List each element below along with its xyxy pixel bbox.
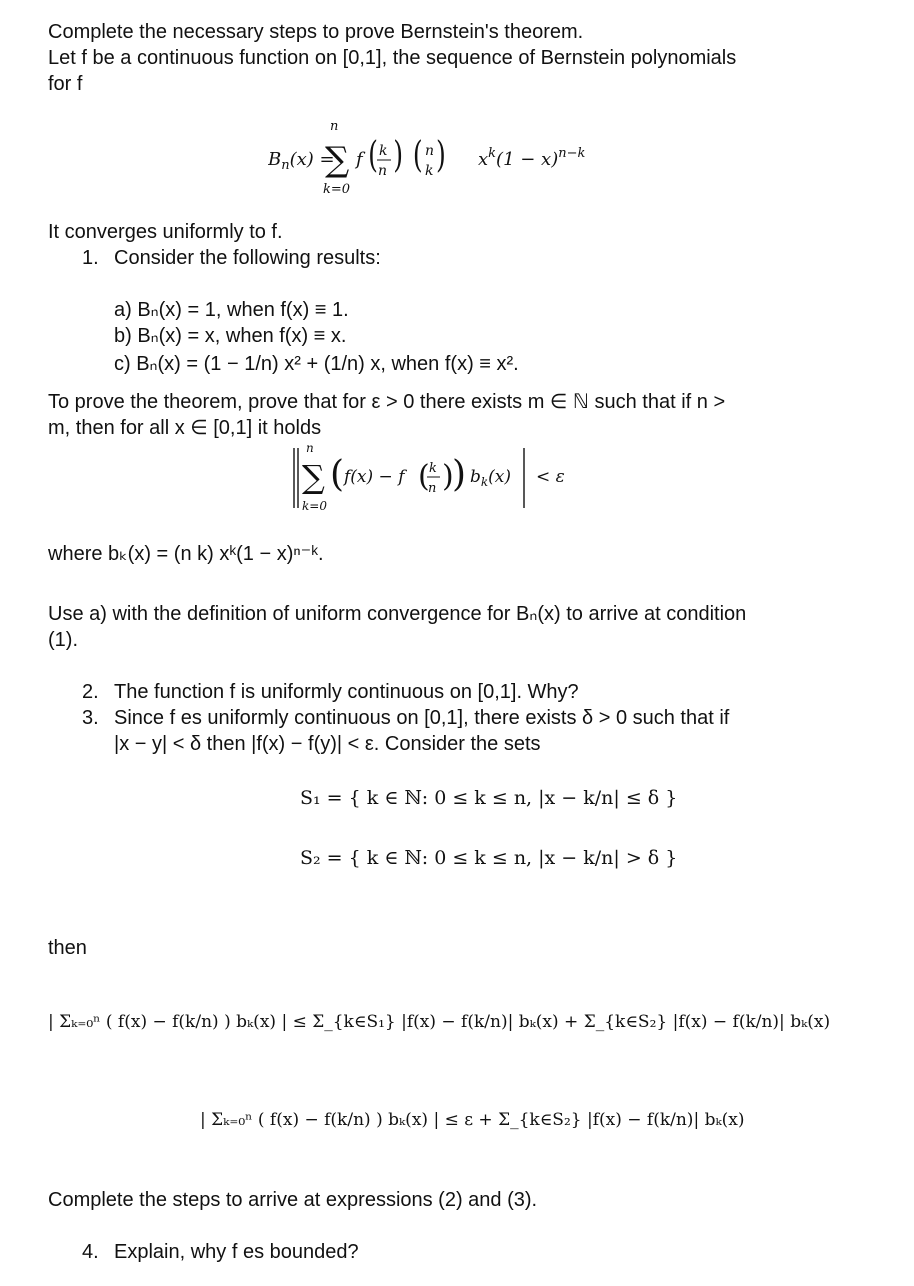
- then-text: then: [48, 937, 87, 959]
- svg-text:k=0: k=0: [323, 182, 351, 197]
- step3-line-2: |x − y| < δ then |f(x) − f(y)| < ε. Consider the sets: [114, 733, 541, 755]
- inequality-2: | Σₖ₌₀ⁿ ( f(x) − f(k/n) ) bₖ(x) | ≤ Σ_{k∈S₁} |f(x) − f(k/n)| bₖ(x) + Σ_{k∈S₂} |f(x) − f(k/n)| bₖ(x): [48, 1012, 831, 1032]
- complete-text: Complete the steps to arrive at expressions (2) and (3).: [48, 1189, 538, 1211]
- svg-text:∑: ∑: [302, 458, 325, 496]
- set-s1: S₁ = { k ∈ ℕ: 0 ≤ k ≤ n, |x − k/n| ≤ δ }: [300, 787, 678, 809]
- svg-text:): ): [436, 134, 446, 177]
- formula-def-text: [268, 98, 286, 122]
- bernstein-formula: [268, 115, 628, 200]
- svg-text:n: n: [306, 441, 314, 455]
- use-a-line-2: (1).: [48, 629, 78, 651]
- condition-1: [292, 440, 592, 516]
- use-a-line-1: Use a) with the definition of uniform convergence for Bₙ(x) to arrive at condition: [48, 603, 747, 625]
- step1-text: Consider the following results:: [114, 247, 381, 269]
- intro-line-3: for f: [48, 73, 83, 95]
- svg-text:(: (: [368, 134, 378, 177]
- inequality-3: | Σₖ₌₀ⁿ ( f(x) − f(k/n) ) bₖ(x) | ≤ ε + Σ_{k∈S₂} |f(x) − f(k/n)| bₖ(x): [200, 1110, 745, 1130]
- set-s2: S₂ = { k ∈ ℕ: 0 ≤ k ≤ n, |x − k/n| > δ }: [300, 847, 678, 869]
- step3-line-1: Since f es uniformly continuous on [0,1], there exists δ > 0 such that if: [114, 707, 730, 729]
- svg-text:k: k: [429, 461, 437, 476]
- svg-text:): ): [393, 134, 404, 177]
- step2-text: The function f is uniformly continuous on [0,1]. Why?: [114, 681, 579, 703]
- svg-text:(: (: [412, 134, 423, 177]
- svg-text:f: f: [356, 149, 363, 170]
- svg-text:n: n: [428, 481, 437, 496]
- condition1-text: [292, 520, 308, 544]
- svg-text:n: n: [330, 119, 339, 134]
- svg-text:): ): [442, 459, 454, 494]
- prove-line-1: To prove the theorem, prove that for ε > 0 there exists m ∈ ℕ such that if n >: [48, 391, 726, 413]
- step1-label: 1.: [82, 247, 99, 269]
- svg-text:∑: ∑: [325, 140, 350, 180]
- result-c: c) Bₙ(x) = (1 − 1/n) x² + (1/n) x, when f(x) ≡ x².: [114, 353, 519, 375]
- where-text: where bₖ(x) = (n k) xᵏ(1 − x)ⁿ⁻ᵏ.: [48, 543, 324, 565]
- intro-line-2: Let f be a continuous function on [0,1], the sequence of Bernstein polynomials: [48, 47, 737, 69]
- svg-text:f(x) − f: f(x) − f: [344, 467, 405, 487]
- svg-text:xk(1 − x)n−k: $x^k(1 - x)^{n-k}$: [478, 146, 586, 170]
- svg-text:): ): [452, 454, 467, 495]
- svg-text:k: k: [379, 143, 388, 159]
- prove-line-2: m, then for all x ∈ [0,1] it holds: [48, 417, 322, 439]
- step4-label: 4.: [82, 1241, 99, 1263]
- step2-label: 2.: [82, 681, 99, 703]
- svg-text:n: n: [378, 163, 388, 179]
- svg-text:bk(x): $b_k(x)$: [470, 467, 512, 489]
- svg-text:k=0: k=0: [302, 499, 327, 513]
- svg-text:(: (: [330, 454, 345, 495]
- step3-label: 3.: [82, 707, 99, 729]
- svg-text:(: (: [418, 459, 430, 494]
- step4-text: Explain, why f es bounded?: [114, 1241, 359, 1263]
- svg-text:n: n: [425, 143, 435, 159]
- svg-text:< ε: < ε: [536, 467, 565, 487]
- intro-line-1: Complete the necessary steps to prove Bernstein's theorem.: [48, 21, 584, 43]
- result-a: a) Bₙ(x) = 1, when f(x) ≡ 1.: [114, 299, 349, 321]
- result-b: b) Bₙ(x) = x, when f(x) ≡ x.: [114, 325, 347, 347]
- svg-text:Bn(x) =: $B_n(x)$ =: [268, 149, 335, 173]
- svg-text:k: k: [425, 163, 434, 179]
- converges-text: It converges uniformly to f.: [48, 221, 283, 243]
